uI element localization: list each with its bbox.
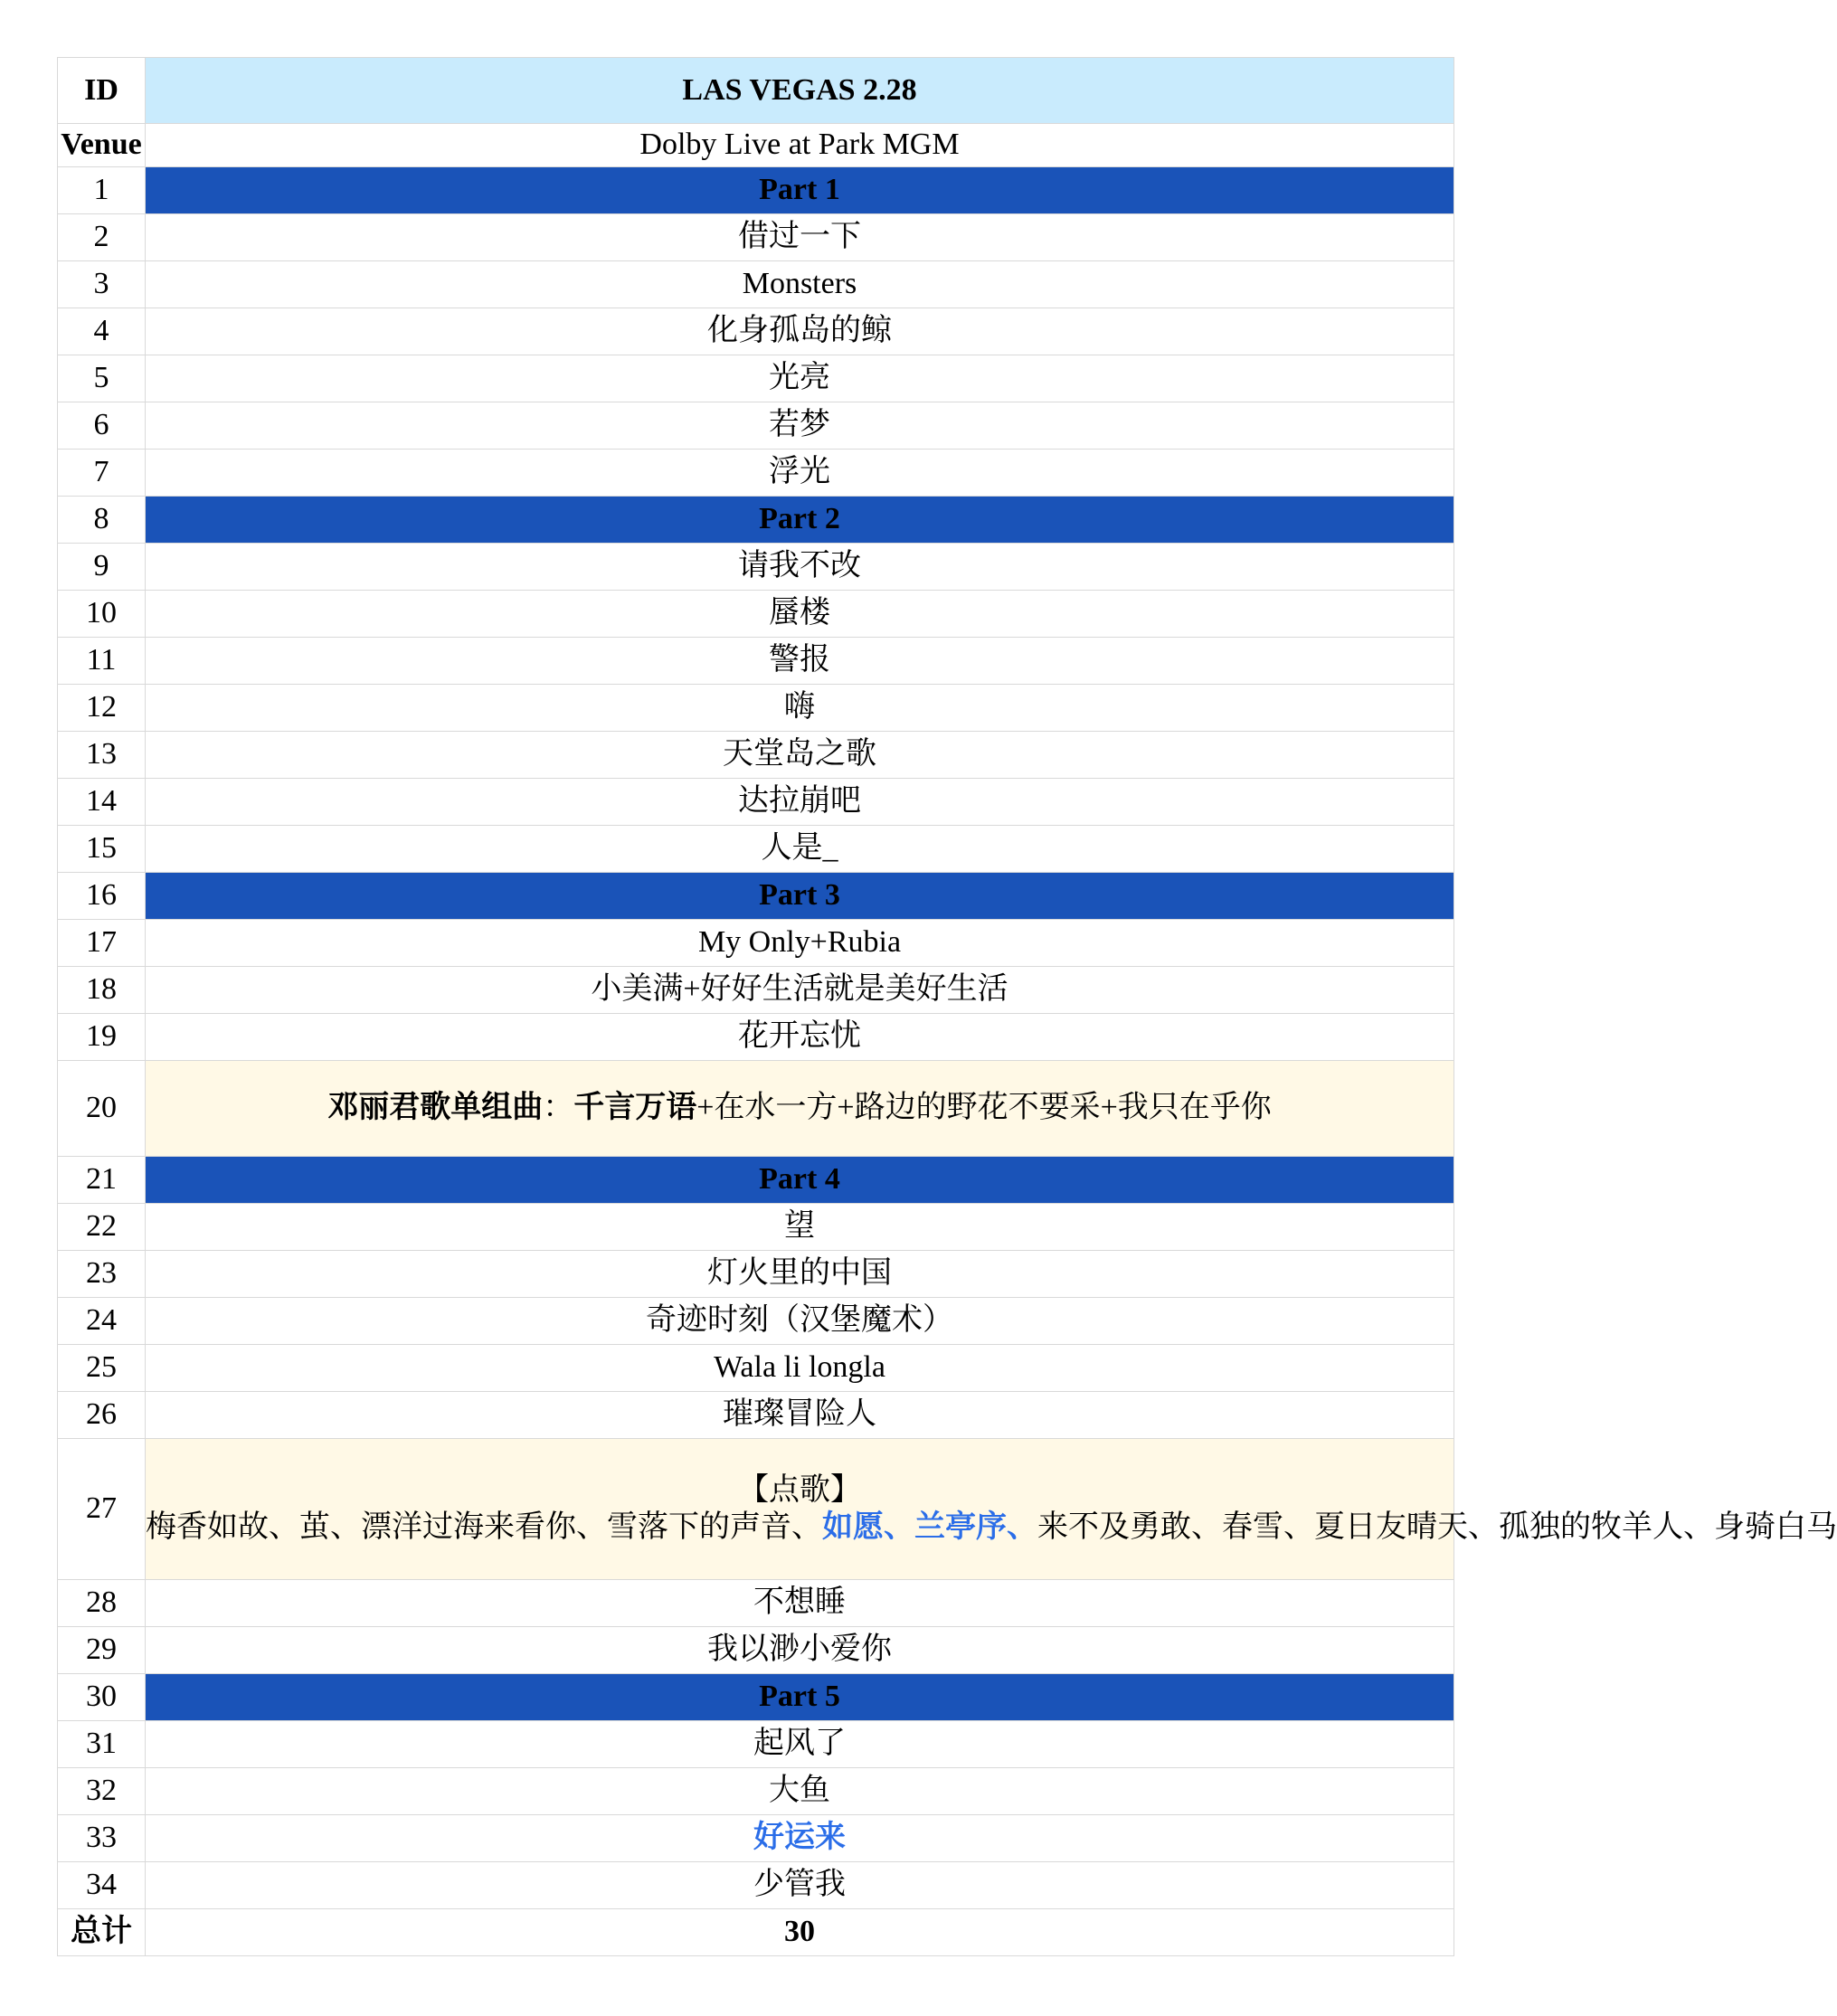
row-id[interactable]: 11 <box>58 638 146 685</box>
song-request-cell[interactable] <box>146 1439 1837 1580</box>
table-row <box>58 1061 1454 1157</box>
medley-part: 邓丽君歌单组曲 <box>327 1091 544 1125</box>
table-row <box>58 1862 1454 1909</box>
row-id[interactable]: 14 <box>58 779 146 826</box>
song-title[interactable]: 望 <box>146 1204 1454 1251</box>
row-id[interactable]: 33 <box>58 1815 146 1862</box>
row-id[interactable]: 32 <box>58 1768 146 1815</box>
table-row <box>58 967 1454 1014</box>
row-id[interactable]: 27 <box>58 1439 146 1580</box>
song-title[interactable]: 花开忘忧 <box>146 1014 1454 1061</box>
concert-title[interactable]: LAS VEGAS 2.28 <box>146 58 1454 124</box>
song-title[interactable]: 化身孤岛的鲸 <box>146 308 1454 355</box>
total-row <box>58 1909 1454 1956</box>
row-id[interactable]: 30 <box>58 1674 146 1721</box>
table-row <box>58 873 1454 920</box>
row-id[interactable]: 22 <box>58 1204 146 1251</box>
table-row <box>58 638 1454 685</box>
row-id[interactable]: 29 <box>58 1627 146 1674</box>
row-id[interactable]: 4 <box>58 308 146 355</box>
table-row <box>58 1580 1454 1627</box>
part-header[interactable]: Part 1 <box>146 167 1454 214</box>
table-row <box>58 1815 1454 1862</box>
medley-part: ： <box>543 1091 574 1125</box>
song-title[interactable]: 奇迹时刻（汉堡魔术） <box>146 1298 1454 1345</box>
song-title[interactable]: Wala li longla <box>146 1345 1454 1392</box>
row-id[interactable]: 15 <box>58 826 146 873</box>
table-row <box>58 450 1454 497</box>
part-header[interactable]: Part 4 <box>146 1157 1454 1204</box>
row-id[interactable]: 3 <box>58 261 146 308</box>
song-request-list <box>146 1510 1837 1547</box>
song-request-heading: 【点歌】 <box>738 1472 861 1507</box>
venue-label[interactable]: Venue <box>58 124 146 167</box>
part-header[interactable]: Part 3 <box>146 873 1454 920</box>
table-row <box>58 214 1454 261</box>
row-id[interactable]: 25 <box>58 1345 146 1392</box>
song-title[interactable]: 借过一下 <box>146 214 1454 261</box>
row-id[interactable]: 34 <box>58 1862 146 1909</box>
medley-cell[interactable] <box>146 1061 1454 1157</box>
song-title-highlighted[interactable] <box>146 1815 1454 1862</box>
row-id[interactable]: 5 <box>58 355 146 402</box>
song-title[interactable]: 蜃楼 <box>146 591 1454 638</box>
row-id[interactable]: 17 <box>58 920 146 967</box>
table-row <box>58 1014 1454 1061</box>
song-title[interactable]: 人是_ <box>146 826 1454 873</box>
table-row <box>58 1392 1454 1439</box>
table-row <box>58 544 1454 591</box>
table-row <box>58 1157 1454 1204</box>
row-id[interactable]: 31 <box>58 1721 146 1768</box>
song-title[interactable]: 大鱼 <box>146 1768 1454 1815</box>
table-row <box>58 1251 1454 1298</box>
song-title[interactable]: 请我不改 <box>146 544 1454 591</box>
row-id[interactable]: 9 <box>58 544 146 591</box>
row-id[interactable]: 12 <box>58 685 146 732</box>
row-id[interactable]: 2 <box>58 214 146 261</box>
table-row <box>58 167 1454 214</box>
row-id[interactable]: 19 <box>58 1014 146 1061</box>
venue-row <box>58 124 1454 167</box>
venue-name[interactable]: Dolby Live at Park MGM <box>146 124 1454 167</box>
row-id[interactable]: 16 <box>58 873 146 920</box>
song-title[interactable]: 警报 <box>146 638 1454 685</box>
medley-part: +在水一方+路边的野花不要采+我只在乎你 <box>696 1091 1272 1125</box>
song-title[interactable]: My Only+Rubia <box>146 920 1454 967</box>
song-title[interactable]: 嗨 <box>146 685 1454 732</box>
table-row <box>58 1298 1454 1345</box>
requested-songs: 来不及勇敢、春雪、夏日友晴天、孤独的牧羊人、身骑白马 <box>1037 1510 1837 1544</box>
row-id[interactable]: 23 <box>58 1251 146 1298</box>
requested-songs: 梅香如故、茧、漂洋过海来看你、雪落下的声音、 <box>146 1510 822 1544</box>
row-id[interactable]: 20 <box>58 1061 146 1157</box>
table-row <box>58 261 1454 308</box>
row-id[interactable]: 18 <box>58 967 146 1014</box>
row-id[interactable]: 7 <box>58 450 146 497</box>
song-title[interactable]: Monsters <box>146 261 1454 308</box>
song-title[interactable]: 若梦 <box>146 402 1454 450</box>
highlighted-songs: 如愿、兰亭序、 <box>822 1510 1037 1544</box>
row-id[interactable]: 28 <box>58 1580 146 1627</box>
table-row <box>58 920 1454 967</box>
total-label[interactable]: 总计 <box>58 1909 146 1956</box>
setlist-table <box>57 57 1837 1956</box>
song-title[interactable]: 灯火里的中国 <box>146 1251 1454 1298</box>
song-title[interactable]: 起风了 <box>146 1721 1454 1768</box>
song-title[interactable]: 光亮 <box>146 355 1454 402</box>
song-title[interactable]: 少管我 <box>146 1862 1454 1909</box>
song-title-text: 好运来 <box>753 1821 846 1855</box>
row-id[interactable]: 10 <box>58 591 146 638</box>
song-title[interactable]: 达拉崩吧 <box>146 779 1454 826</box>
table-row <box>58 1674 1454 1721</box>
row-id[interactable]: 24 <box>58 1298 146 1345</box>
table-row <box>58 497 1454 544</box>
row-id[interactable]: 1 <box>58 167 146 214</box>
table-row <box>58 355 1454 402</box>
row-id[interactable]: 26 <box>58 1392 146 1439</box>
title-row <box>58 58 1454 124</box>
table-row <box>58 1204 1454 1251</box>
song-title[interactable]: 天堂岛之歌 <box>146 732 1454 779</box>
medley-part: 千言万语 <box>573 1091 697 1125</box>
table-row <box>58 308 1454 355</box>
song-title[interactable]: 浮光 <box>146 450 1454 497</box>
song-title[interactable]: 不想睡 <box>146 1580 1454 1627</box>
row-id[interactable]: 6 <box>58 402 146 450</box>
table-row <box>58 1627 1454 1674</box>
table-row <box>58 732 1454 779</box>
table-row <box>58 1345 1454 1392</box>
song-title[interactable]: 小美满+好好生活就是美好生活 <box>146 967 1454 1014</box>
song-title[interactable]: 我以渺小爱你 <box>146 1627 1454 1674</box>
table-row <box>58 779 1454 826</box>
table-row <box>58 1439 1454 1580</box>
table-row <box>58 1768 1454 1815</box>
table-row <box>58 591 1454 638</box>
part-header[interactable]: Part 2 <box>146 497 1454 544</box>
row-id[interactable]: 13 <box>58 732 146 779</box>
table-row <box>58 1721 1454 1768</box>
part-header[interactable]: Part 5 <box>146 1674 1454 1721</box>
table-row <box>58 402 1454 450</box>
row-id[interactable]: 21 <box>58 1157 146 1204</box>
table-row <box>58 826 1454 873</box>
table-row <box>58 685 1454 732</box>
song-title[interactable]: 璀璨冒险人 <box>146 1392 1454 1439</box>
total-value[interactable]: 30 <box>146 1909 1454 1956</box>
id-header[interactable]: ID <box>58 58 146 124</box>
row-id[interactable]: 8 <box>58 497 146 544</box>
